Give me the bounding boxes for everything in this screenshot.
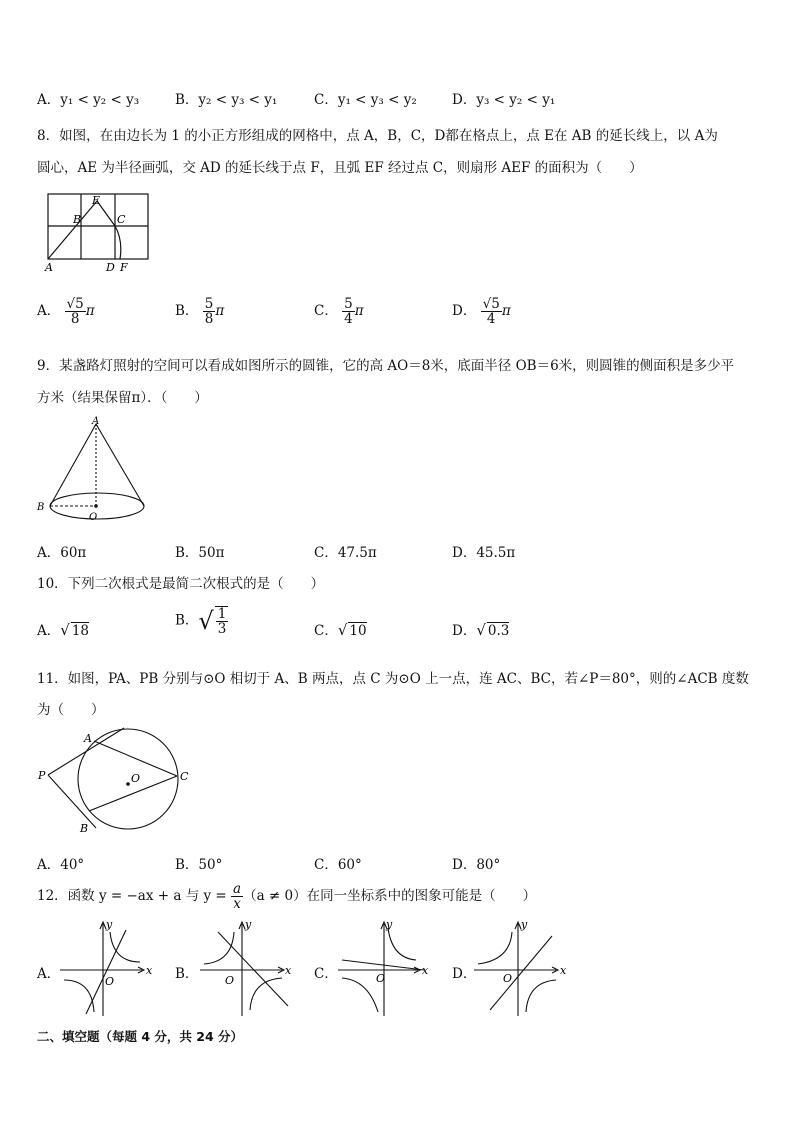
q8-a-num: √5 [66,296,84,312]
label-d: D [106,261,115,274]
q8-d-num: √5 [482,296,500,312]
q10-c-radicand: 10 [349,623,367,639]
q8-option-b: B． $\frac{5}{8}$ π [175,296,225,328]
q8-b-den: 8 [204,311,214,328]
svg-text:y: y [521,918,528,931]
q12-option-b: B． [175,966,199,982]
q12-frac-den: x [233,896,241,913]
label-c: C [117,213,126,226]
label-e: E [92,194,101,207]
q10-a-radicand: 18 [71,623,89,639]
q9-option-a: A．60π [37,545,87,561]
hyperbola-upper [110,932,140,962]
svg-text:O: O [503,972,513,985]
center-point [94,504,98,508]
q7-option-c: C．y₁ < y₃ < y₂ [314,92,417,108]
section-title: 二、填空题（每题 4 分，共 24 分） [37,1029,244,1044]
svg-text:x: x [285,964,292,977]
chord-ac [94,741,177,776]
q11-stem-line2: 为（ ） [37,702,105,718]
q12-graph-c [336,918,436,1018]
q8-b-num: 5 [204,296,214,312]
svg-text:O: O [225,974,235,987]
q10-option-d: D．√ 0.3 [452,621,510,639]
label-p: P [38,769,46,782]
tangent-pb [48,775,96,828]
q7-option-a: A．y₁ < y₂ < y₃ [37,92,140,108]
q10-option-b: B．√ $\frac{1}{3}$ [175,606,227,638]
label-a: A [84,732,92,745]
label-a: A [45,261,53,274]
q11-circle-figure [34,724,199,839]
svg-text:x: x [422,964,429,977]
q8-c-den: 4 [344,311,353,328]
label-b: B [37,502,45,513]
q8-d-den: 4 [486,311,496,328]
q8-stem-line2: 圆心，AE 为半径画弧，交 AD 的延长线于点 F，且弧 EF 经过点 C，则扇形 AEF 的面积为（ ） [37,160,643,176]
q11-option-a: A．40° [37,857,85,873]
label-c: C [180,770,189,783]
q8-c-num: 5 [344,296,353,312]
svg-text:x: x [146,964,153,977]
cone-right-edge [96,424,144,506]
center-point [126,782,130,786]
q11-option-d: D．80° [452,857,501,873]
label-o: O [131,772,141,785]
svg-text:y: y [106,918,113,931]
label-o: O [89,512,98,523]
q9-option-b: B．50π [175,545,225,561]
q12-frac-num: a [233,881,242,897]
svg-text:x: x [560,964,567,977]
circle-o [78,729,178,829]
q12-stem: 12．函数 y = −ax + a 与 y = $\frac{a}{x}$ （a ≠ 0）在同一坐标系中的图象可能是（ ） [37,881,537,913]
q12-option-a: A． [37,966,61,982]
svg-text:O: O [105,975,115,988]
q9-cone-figure [34,412,154,527]
svg-text:y: y [245,918,252,931]
q9-stem-line2: 方米（结果保留π）．（ ） [37,390,208,406]
q10-stem: 10．下列二次根式是最简二次根式的是（ ） [37,576,325,592]
svg-text:y: y [386,918,393,931]
q9-option-d: D．45.5π [452,545,516,561]
q10-option-a: A．√ 18 [37,621,89,639]
hyperbola-upper [204,932,234,964]
label-b: B [73,213,82,226]
q11-option-c: C．60° [314,857,362,873]
q9-stem-line1: 9．某盏路灯照射的空间可以看成如图所示的圆锥，它的高 AO＝8米，底面半径 OB＝6米，则圆锥的侧面积是多少平 [37,358,735,374]
hyperbola-lower [342,978,378,1012]
hyperbola-upper [388,928,416,960]
q7-option-b: B．y₂ < y₃ < y₁ [175,92,278,108]
q10-d-radicand: 0.3 [487,623,510,639]
q11-option-b: B．50° [175,857,223,873]
q8-stem-line1: 8．如图，在由边长为 1 的小正方形组成的网格中，点 A，B，C，D都在格点上，点 E在 AB 的延长线上，以 A为 [37,128,718,144]
label-f: F [120,261,128,274]
q12-option-d: D． [452,966,477,982]
q8-option-d: D． $\frac{√5}{4}$ π [452,296,511,328]
q7-option-d: D．y₃ < y₂ < y₁ [452,92,556,108]
q10-b-num: 1 [217,606,227,622]
arc-ef [115,226,121,259]
label-a: A [92,416,100,427]
svg-text:O: O [376,972,386,985]
hyperbola-upper [478,932,512,964]
line-graph [342,960,424,970]
q12-graph-a [58,918,158,1018]
hyperbola-lower [526,980,556,1012]
q8-option-c: C． $\frac{5}{4}$ π [314,296,364,328]
q8-option-a: A． $\frac{√5}{8}$ π [37,296,95,328]
line-graph [490,936,552,1010]
label-b: B [80,822,89,835]
q12-option-c: C． [314,966,338,982]
q8-a-den: 8 [70,311,80,328]
q12-graph-d [472,918,572,1018]
q12-graph-b [198,918,298,1018]
q10-option-c: C．√ 10 [314,621,367,639]
q11-stem-line1: 11．如图，PA、PB 分别与⊙O 相切于 A、B 两点，点 C 为⊙O 上一点，连 AC、BC，若∠P＝80°，则的∠ACB 度数 [37,671,749,687]
segment-ae [48,201,97,259]
q9-option-c: C．47.5π [314,545,377,561]
q10-b-den: 3 [217,621,227,638]
q8-grid-figure [40,188,160,278]
